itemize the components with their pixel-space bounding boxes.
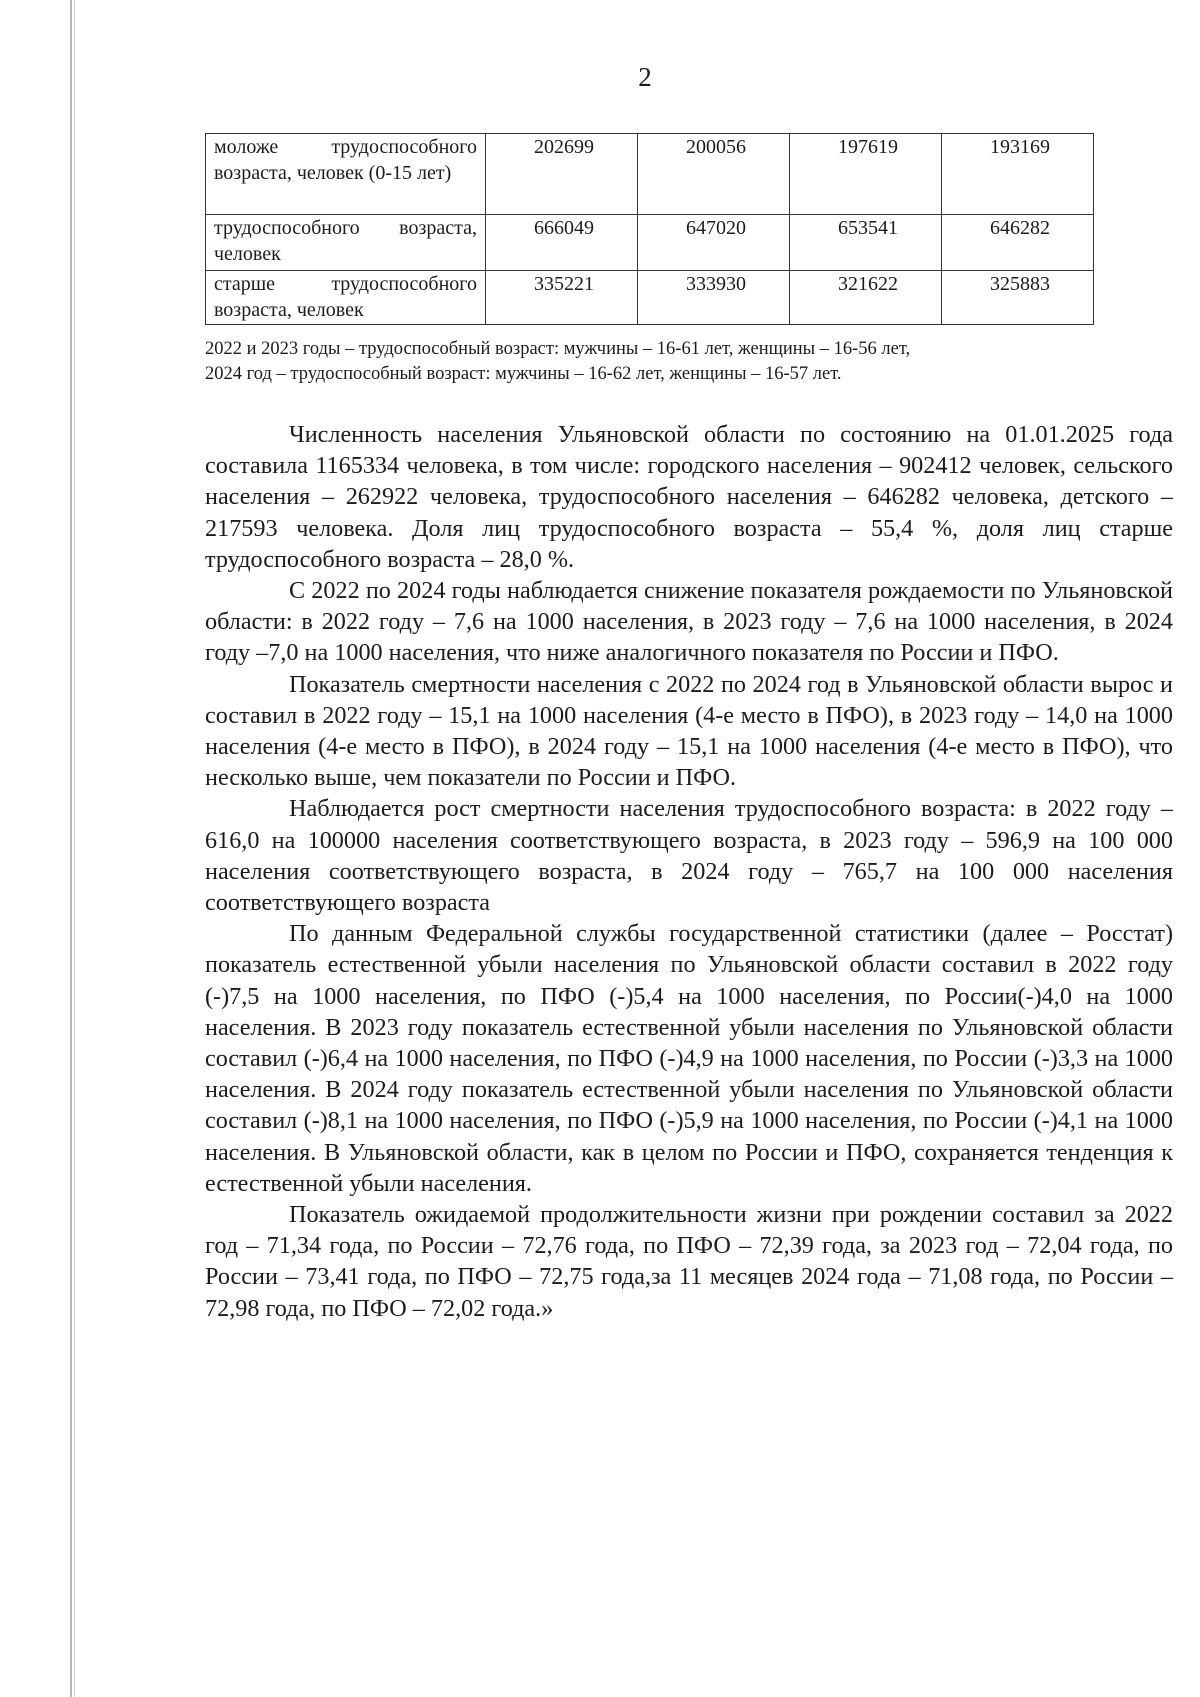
table-cell: 646282 — [942, 215, 1094, 271]
page-number: 2 — [638, 62, 652, 92]
table-cell: 193169 — [942, 134, 1094, 215]
table-cell: 647020 — [638, 215, 790, 271]
footnote-line: 2022 и 2023 годы – трудоспособный возраст: мужчины – 16-61 лет, женщины – 16-56 лет, — [205, 339, 911, 359]
row-label: старше трудоспособного возраста, человек — [206, 271, 486, 325]
binding-margin-line-secondary — [74, 0, 75, 1697]
row-label: трудоспособного возраста, человек — [206, 215, 486, 271]
table-cell: 321622 — [790, 271, 942, 325]
paragraph-mortality: Показатель смертности населения с 2022 по 2024 год в Ульяновской области вырос и составил в 2022 году – 15,1 на 1000 населения (4-е место в ПФО), в 2023 году – 14,0 на 1000 населения (4-е место в ПФО), в 2024 году – 15,1 на 1000 населения (4-е место в ПФО), что несколько выше, чем показатели по России и ПФО. — [205, 670, 1173, 792]
table-cell: 325883 — [942, 271, 1094, 325]
row-label: моложе трудоспособного возраста, человек (0-15 лет) — [206, 134, 486, 215]
paragraph-natural-decline: По данным Федеральной службы государственной статистики (далее – Росстат) показатель естественной убыли населения по Ульяновской области составил в 2022 году (-)7,5 на 1000 населения, по ПФО (-)5,4 на 1000 населения, по России(-)4,0 на 1000 населения. В 2023 году показатель естественной убыли населения по Ульяновской области составил (-)6,4 на 1000 населения, по ПФО (-)4,9 на 1000 населения, по России (-)3,3 на 1000 населения. В 2024 году показатель естественной убыли населения по Ульяновской области составил (-)8,1 на 1000 населения, по ПФО (-)5,9 на 1000 населения, по России (-)4,1 на 1000 населения. В Ульяновской области, как в целом по России и ПФО, сохраняется тенденция к естественной убыли населения. — [205, 920, 1173, 1197]
table-row — [206, 215, 1094, 271]
table-cell: 197619 — [790, 134, 942, 215]
table-cell: 333930 — [638, 271, 790, 325]
binding-margin-line — [70, 0, 72, 1697]
table-cell: 202699 — [486, 134, 638, 215]
paragraph-population: Численность населения Ульяновской области по состоянию на 01.01.2025 года составила 1165334 человека, в том числе: городского населения – 902412 человек, сельского населения – 262922 человека, трудоспособного населения – 646282 человека, детского – 217593 человека. Доля лиц трудоспособного возраста – 55,4 %, доля лиц старше трудоспособного возраста – 28,0 %. — [205, 421, 1173, 573]
table-row — [206, 134, 1094, 215]
table-footnote — [205, 337, 1105, 387]
table-cell: 653541 — [790, 215, 942, 271]
footnote-line: 2024 год – трудоспособный возраст: мужчины – 16-62 лет, женщины – 16-57 лет. — [205, 364, 842, 384]
table-cell: 335221 — [486, 271, 638, 325]
table-cell: 666049 — [486, 215, 638, 271]
paragraph-life-expectancy: Показатель ожидаемой продолжительности жизни при рождении составил за 2022 год – 71,34 года, по России – 72,76 года, по ПФО – 72,39 года, за 2023 год – 72,04 года, по России – 73,41 года, по ПФО – 72,75 года,за 11 месяцев 2024 года – 71,08 года, по России – 72,98 года, по ПФО – 72,02 года.» — [205, 1201, 1173, 1322]
paragraph-birth-rate: С 2022 по 2024 годы наблюдается снижение показателя рождаемости по Ульяновской области: в 2022 году – 7,6 на 1000 населения, в 2023 году – 7,6 на 1000 населения, в 2024 году –7,0 на 1000 населения, что ниже аналогичного показателя по России и ПФО. — [205, 577, 1173, 667]
document-body — [205, 419, 1173, 1324]
table-cell: 200056 — [638, 134, 790, 215]
table-row — [206, 271, 1094, 325]
population-age-table — [205, 133, 1094, 325]
paragraph-working-age-mortality: Наблюдается рост смертности населения трудоспособного возраста: в 2022 году – 616,0 на 100000 населения соответствующего возраста, в 2023 году – 596,9 на 100 000 населения соответствующего возраста, в 2024 году – 765,7 на 100 000 населения соответствующего возраста — [205, 795, 1173, 917]
